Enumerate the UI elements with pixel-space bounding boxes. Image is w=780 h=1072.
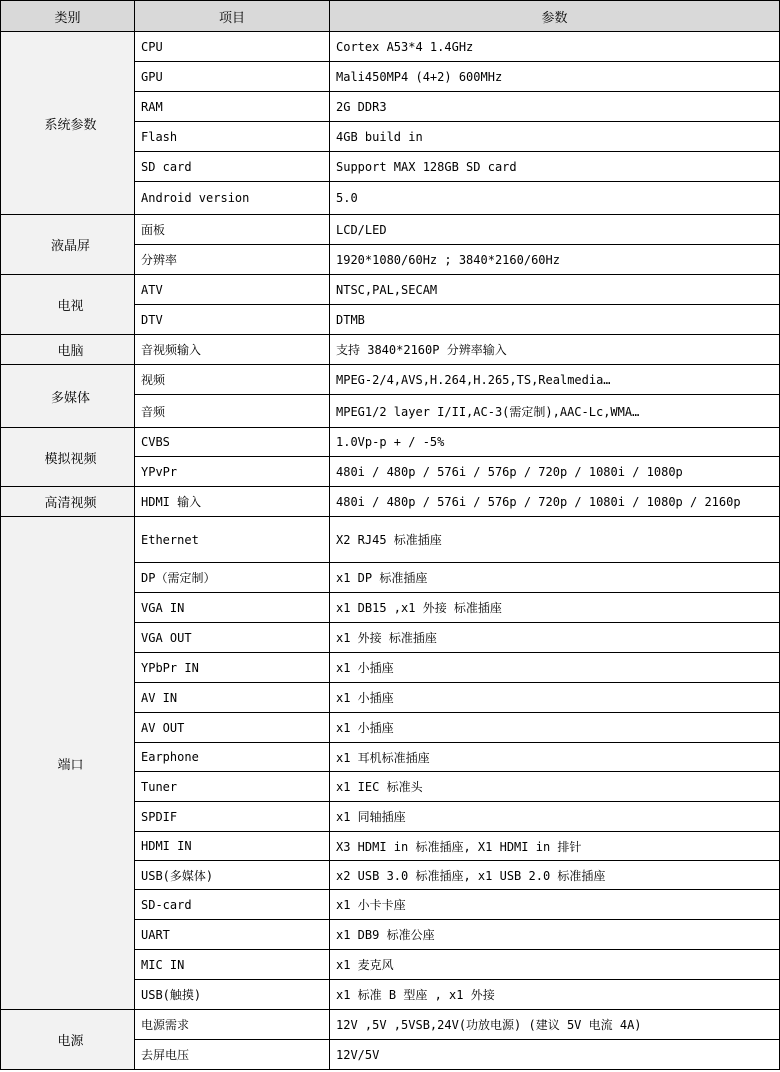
item-cell: HDMI 输入 xyxy=(135,487,330,517)
param-cell: 4GB build in xyxy=(330,122,780,152)
item-cell: AV IN xyxy=(135,683,330,713)
item-cell: AV OUT xyxy=(135,713,330,743)
header-param: 参数 xyxy=(330,1,780,32)
param-cell: 支持 3840*2160P 分辨率输入 xyxy=(330,335,780,365)
item-cell: GPU xyxy=(135,62,330,92)
item-cell: CPU xyxy=(135,32,330,62)
item-cell: VGA OUT xyxy=(135,623,330,653)
param-cell: Cortex A53*4 1.4GHz xyxy=(330,32,780,62)
item-cell: CVBS xyxy=(135,428,330,457)
category-cell: 端口 xyxy=(1,517,135,1010)
table-row xyxy=(1,335,780,365)
param-cell: x1 同轴插座 xyxy=(330,802,780,832)
item-cell: 分辨率 xyxy=(135,245,330,275)
category-cell: 电脑 xyxy=(1,335,135,365)
param-cell: 1.0Vp-p + / -5% xyxy=(330,428,780,457)
item-cell: 面板 xyxy=(135,215,330,245)
item-cell: Android version xyxy=(135,182,330,215)
param-cell: x1 小插座 xyxy=(330,713,780,743)
item-cell: 电源需求 xyxy=(135,1010,330,1040)
item-cell: Tuner xyxy=(135,772,330,802)
param-cell: x1 耳机标准插座 xyxy=(330,743,780,772)
item-cell: SD card xyxy=(135,152,330,182)
item-cell: VGA IN xyxy=(135,593,330,623)
item-cell: 视频 xyxy=(135,365,330,395)
item-cell: MIC IN xyxy=(135,950,330,980)
header-row xyxy=(1,1,780,32)
header-category: 类别 xyxy=(1,1,135,32)
item-cell: 音频 xyxy=(135,395,330,428)
item-cell: DP（需定制） xyxy=(135,563,330,593)
category-cell: 液晶屏 xyxy=(1,215,135,275)
param-cell: 5.0 xyxy=(330,182,780,215)
item-cell: USB(触摸) xyxy=(135,980,330,1010)
item-cell: UART xyxy=(135,920,330,950)
table-row xyxy=(1,487,780,517)
item-cell: YPbPr IN xyxy=(135,653,330,683)
table-row xyxy=(1,215,780,245)
item-cell: Earphone xyxy=(135,743,330,772)
spec-table-body xyxy=(1,32,780,1070)
param-cell: x1 小插座 xyxy=(330,653,780,683)
param-cell: 12V/5V xyxy=(330,1040,780,1070)
param-cell: MPEG-2/4,AVS,H.264,H.265,TS,Realmedia… xyxy=(330,365,780,395)
param-cell: x1 小卡卡座 xyxy=(330,890,780,920)
item-cell: 音视频输入 xyxy=(135,335,330,365)
category-cell: 电源 xyxy=(1,1010,135,1070)
item-cell: YPvPr xyxy=(135,457,330,487)
category-cell: 高清视频 xyxy=(1,487,135,517)
param-cell: x1 小插座 xyxy=(330,683,780,713)
param-cell: 480i / 480p / 576i / 576p / 720p / 1080i / 1080p / 2160p xyxy=(330,487,780,517)
param-cell: DTMB xyxy=(330,305,780,335)
param-cell: Support MAX 128GB SD card xyxy=(330,152,780,182)
param-cell: 2G DDR3 xyxy=(330,92,780,122)
item-cell: Flash xyxy=(135,122,330,152)
param-cell: x1 DB9 标准公座 xyxy=(330,920,780,950)
table-row xyxy=(1,428,780,457)
param-cell: 480i / 480p / 576i / 576p / 720p / 1080i / 1080p xyxy=(330,457,780,487)
param-cell: 1920*1080/60Hz ; 3840*2160/60Hz xyxy=(330,245,780,275)
item-cell: DTV xyxy=(135,305,330,335)
table-row xyxy=(1,32,780,62)
category-cell: 多媒体 xyxy=(1,365,135,428)
param-cell: X3 HDMI in 标准插座, X1 HDMI in 排针 xyxy=(330,832,780,861)
param-cell: Mali450MP4 (4+2) 600MHz xyxy=(330,62,780,92)
param-cell: 12V ,5V ,5VSB,24V(功放电源) (建议 5V 电流 4A) xyxy=(330,1010,780,1040)
table-row xyxy=(1,517,780,563)
param-cell: x2 USB 3.0 标准插座, x1 USB 2.0 标准插座 xyxy=(330,861,780,890)
item-cell: Ethernet xyxy=(135,517,330,563)
item-cell: ATV xyxy=(135,275,330,305)
item-cell: HDMI IN xyxy=(135,832,330,861)
category-cell: 模拟视频 xyxy=(1,428,135,487)
param-cell: x1 DP 标准插座 xyxy=(330,563,780,593)
category-cell: 系统参数 xyxy=(1,32,135,215)
param-cell: x1 麦克风 xyxy=(330,950,780,980)
param-cell: x1 外接 标准插座 xyxy=(330,623,780,653)
item-cell: 去屏电压 xyxy=(135,1040,330,1070)
param-cell: X2 RJ45 标准插座 xyxy=(330,517,780,563)
param-cell: LCD/LED xyxy=(330,215,780,245)
table-row xyxy=(1,1010,780,1040)
table-row xyxy=(1,365,780,395)
header-item: 项目 xyxy=(135,1,330,32)
category-cell: 电视 xyxy=(1,275,135,335)
table-row xyxy=(1,275,780,305)
item-cell: RAM xyxy=(135,92,330,122)
param-cell: x1 IEC 标准头 xyxy=(330,772,780,802)
param-cell: MPEG1/2 layer I/II,AC-3(需定制),AAC-Lc,WMA… xyxy=(330,395,780,428)
param-cell: NTSC,PAL,SECAM xyxy=(330,275,780,305)
item-cell: USB(多媒体) xyxy=(135,861,330,890)
item-cell: SPDIF xyxy=(135,802,330,832)
param-cell: x1 标准 B 型座 , x1 外接 xyxy=(330,980,780,1010)
item-cell: SD-card xyxy=(135,890,330,920)
param-cell: x1 DB15 ,x1 外接 标准插座 xyxy=(330,593,780,623)
